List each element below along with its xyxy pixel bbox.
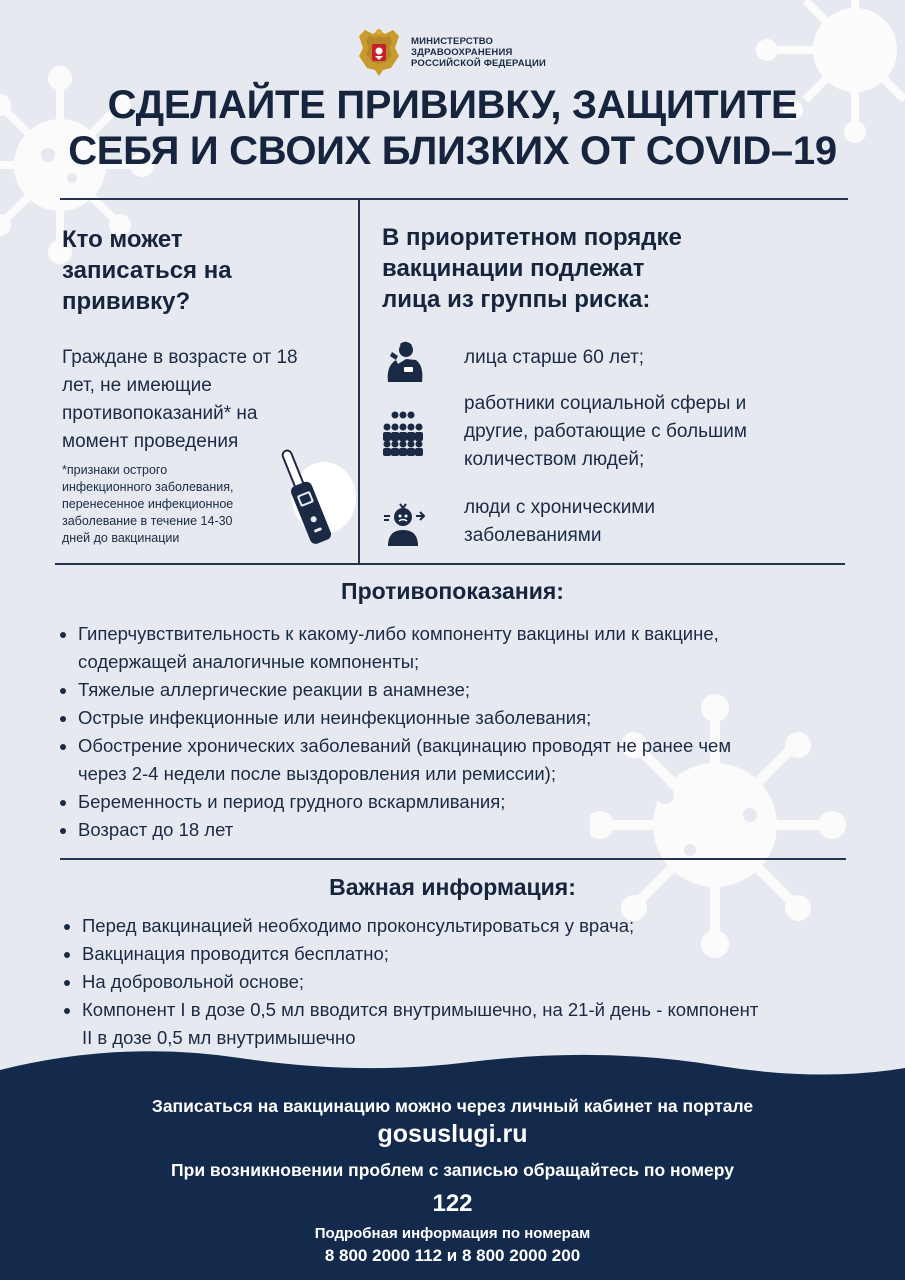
risk-group-text <box>464 494 834 550</box>
risk-group-text-line: люди с хроническими <box>464 497 655 518</box>
list-item <box>60 620 860 676</box>
body-line: лет, не имеющие <box>62 375 212 396</box>
heading-line: вакцинации подлежат <box>382 255 645 282</box>
risk-group-text-line: лица старше 60 лет; <box>464 347 645 368</box>
risk-group-text <box>464 344 834 372</box>
elderly-person-icon <box>380 340 426 386</box>
divider <box>60 858 846 860</box>
heading-line: лица из группы риска: <box>382 286 651 313</box>
hotline-info: При возникновении проблем с записью обращайтесь по номеру <box>171 1160 734 1180</box>
ministry-name-line: ЗДРАВООХРАНЕНИЯ <box>411 46 513 58</box>
ministry-logo <box>355 26 546 78</box>
registration-info: Записаться на вакцинацию можно через личный кабинет на портале <box>151 1096 754 1116</box>
list-item-line: Беременность и период грудного вскармливания; <box>78 791 506 812</box>
list-item-line: На добровольной основе; <box>82 971 305 992</box>
footnote-line: *признаки острого <box>62 463 168 477</box>
list-item <box>60 704 860 732</box>
list-item-line: Тяжелые аллергические реакции в анамнезе; <box>78 679 471 700</box>
ministry-name-line: МИНИСТЕРСТВО <box>411 35 494 47</box>
list-item-line: Вакцинация проводится бесплатно; <box>82 943 389 964</box>
hotline-number: 122 <box>432 1190 473 1217</box>
divider <box>60 198 848 200</box>
list-item-line: Острые инфекционные или неинфекционные заболевания; <box>78 707 592 728</box>
footnote <box>62 462 277 547</box>
body-line: противопоказаний* на <box>62 403 258 424</box>
risk-group-text-line: количеством людей; <box>464 449 645 470</box>
ministry-name <box>411 36 546 69</box>
list-item <box>64 968 884 996</box>
list-item-line: Компонент I в дозе 0,5 мл вводится внутримышечно, на 21-й день - компонент <box>82 999 759 1020</box>
risk-group-item <box>380 494 840 574</box>
divider <box>55 563 845 565</box>
risk-group-text-line: другие, работающие с большим <box>464 421 747 442</box>
footnote-line: инфекционного заболевания, <box>62 480 234 494</box>
poster-title-line: СЕБЯ И СВОИХ БЛИЗКИХ ОТ COVID–19 <box>68 129 837 173</box>
important-info-list <box>64 912 884 1052</box>
ministry-name-line: РОССИЙСКОЙ ФЕДЕРАЦИИ <box>411 57 547 69</box>
heading-line: прививку? <box>62 288 191 315</box>
list-item <box>60 732 860 788</box>
list-item-line: Перед вакцинацией необходимо проконсультироваться у врача; <box>82 915 635 936</box>
poster-title <box>0 82 905 174</box>
risk-group-text-line: заболеваниями <box>464 525 602 546</box>
phone-numbers: 8 800 2000 112 и 8 800 2000 200 <box>324 1246 581 1265</box>
footer <box>0 1040 905 1280</box>
list-item-line: Обострение хронических заболеваний (вакцинацию проводят не ранее чем <box>78 735 732 756</box>
chronic-illness-person-icon <box>380 502 426 548</box>
body-line: момент проведения <box>62 431 239 452</box>
list-item <box>60 788 860 816</box>
who-can-register-heading <box>62 224 342 317</box>
list-item <box>60 676 860 704</box>
list-item-line: Гиперчувствительность к какому-либо компоненту вакцины или к вакцине, <box>78 623 719 644</box>
list-item <box>64 912 884 940</box>
heading-line: записаться на <box>62 257 232 284</box>
list-item-line: Возраст до 18 лет <box>78 819 234 840</box>
contraindications-title: Противопоказания: <box>341 578 564 604</box>
heading-line: В приоритетном порядке <box>382 224 682 251</box>
group-of-people-icon <box>380 410 426 456</box>
contraindications-list <box>60 620 860 844</box>
footnote-line: перенесенное инфекционное <box>62 497 234 511</box>
risk-group-item <box>380 390 840 480</box>
footnote-line: заболевание в течение 14-30 <box>62 514 233 528</box>
important-info-title: Важная информация: <box>329 874 576 900</box>
coat-of-arms-icon <box>355 26 403 78</box>
portal-link[interactable]: gosuslugi.ru <box>377 1120 528 1148</box>
poster-title-line: СДЕЛАЙТЕ ПРИВИВКУ, ЗАЩИТИТЕ <box>107 83 798 127</box>
risk-group-text <box>464 390 834 474</box>
list-item-line: через 2-4 недели после выздоровления или ремиссии); <box>78 763 556 784</box>
list-item-line: содержащей аналогичные компоненты; <box>78 651 420 672</box>
risk-group-text-line: работники социальной сферы и <box>464 393 747 414</box>
list-item <box>64 940 884 968</box>
heading-line: Кто может <box>62 226 183 253</box>
priority-groups-heading <box>382 222 842 315</box>
thermometer-icon <box>268 440 360 552</box>
list-item-line: II в дозе 0,5 мл внутримышечно <box>82 1027 356 1048</box>
footnote-line: дней до вакцинации <box>62 531 180 545</box>
list-item <box>60 816 860 844</box>
body-line: Граждане в возрасте от 18 <box>62 347 298 368</box>
more-info: Подробная информация по номерам <box>314 1225 591 1242</box>
